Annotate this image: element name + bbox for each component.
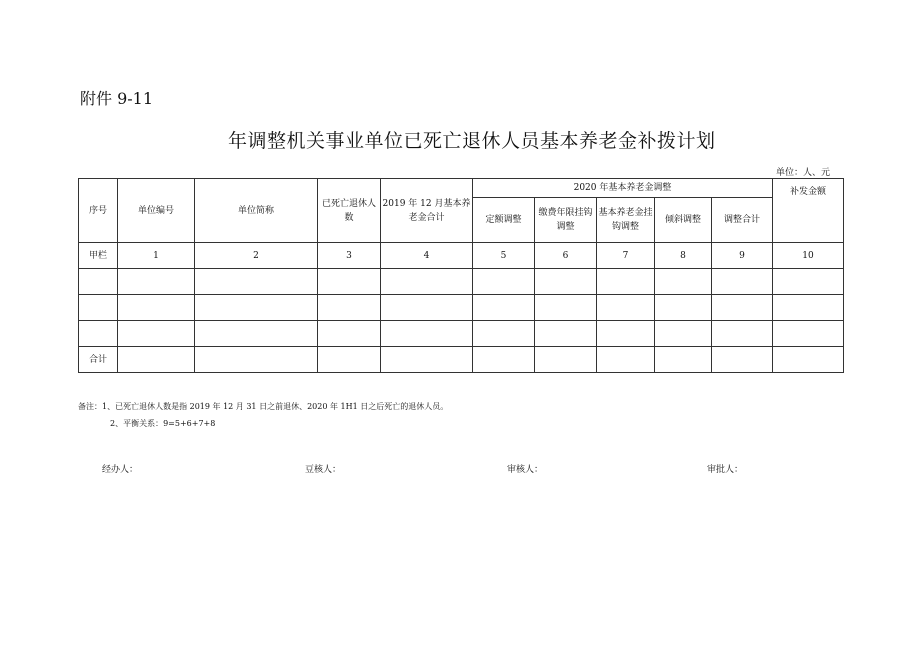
- pension-plan-table: [78, 178, 844, 373]
- header-pension-linked-adjustment: 基本养老金挂钩调整: [597, 198, 655, 243]
- header-unit-code: 单位编号: [118, 179, 195, 243]
- index-cell: 4: [381, 243, 473, 269]
- header-adjustment-2020: 2020 年基本养老金调整: [473, 179, 773, 198]
- signature-auditor: 审核人：: [507, 465, 544, 475]
- header-seq: 序号: [79, 179, 118, 243]
- header-contribution-adjustment: 缴费年限挂钩调整: [535, 198, 597, 243]
- header-deceased-count: 已死亡退休人数: [318, 179, 381, 243]
- signature-reviewer: 豆核人：: [305, 465, 342, 475]
- signature-handler: 经办人：: [102, 465, 139, 475]
- note-line-1: 备注：1、已死亡退休人数是指 2019 年 12 月 31 日之前退休、2020 年 1H1 日之后死亡的退休人员。: [78, 402, 449, 411]
- attachment-label: 附件 9-11: [80, 89, 154, 108]
- notes: [78, 398, 448, 432]
- index-cell: 6: [535, 243, 597, 269]
- table-row: [79, 295, 844, 321]
- index-cell: 2: [195, 243, 318, 269]
- index-cell: 10: [773, 243, 844, 269]
- header-tilt-adjustment: 倾斜调整: [655, 198, 712, 243]
- index-cell: 8: [655, 243, 712, 269]
- header-adjustment-total: 调整合计: [712, 198, 773, 243]
- index-cell: 甲栏: [79, 243, 118, 269]
- header-supplement: 补发金额: [773, 179, 844, 243]
- table-row: [79, 269, 844, 295]
- index-cell: 3: [318, 243, 381, 269]
- index-cell: 9: [712, 243, 773, 269]
- index-cell: 5: [473, 243, 535, 269]
- header-unit-name: 单位简称: [195, 179, 318, 243]
- signature-approver: 审批人：: [707, 465, 744, 475]
- total-label: 合计: [79, 347, 118, 373]
- unit-label: 单位：人、元: [776, 168, 831, 178]
- header-fixed-adjustment: 定额调整: [473, 198, 535, 243]
- document-title: 年调整机关事业单位已死亡退休人员基本养老金补拨计划: [228, 130, 716, 152]
- index-cell: 7: [597, 243, 655, 269]
- header-pension-2019: 2019 年 12 月基本养老金合计: [381, 179, 473, 243]
- note-line-2: 2、平衡关系：9=5+6+7+8: [110, 419, 216, 428]
- table-row: [79, 321, 844, 347]
- index-cell: 1: [118, 243, 195, 269]
